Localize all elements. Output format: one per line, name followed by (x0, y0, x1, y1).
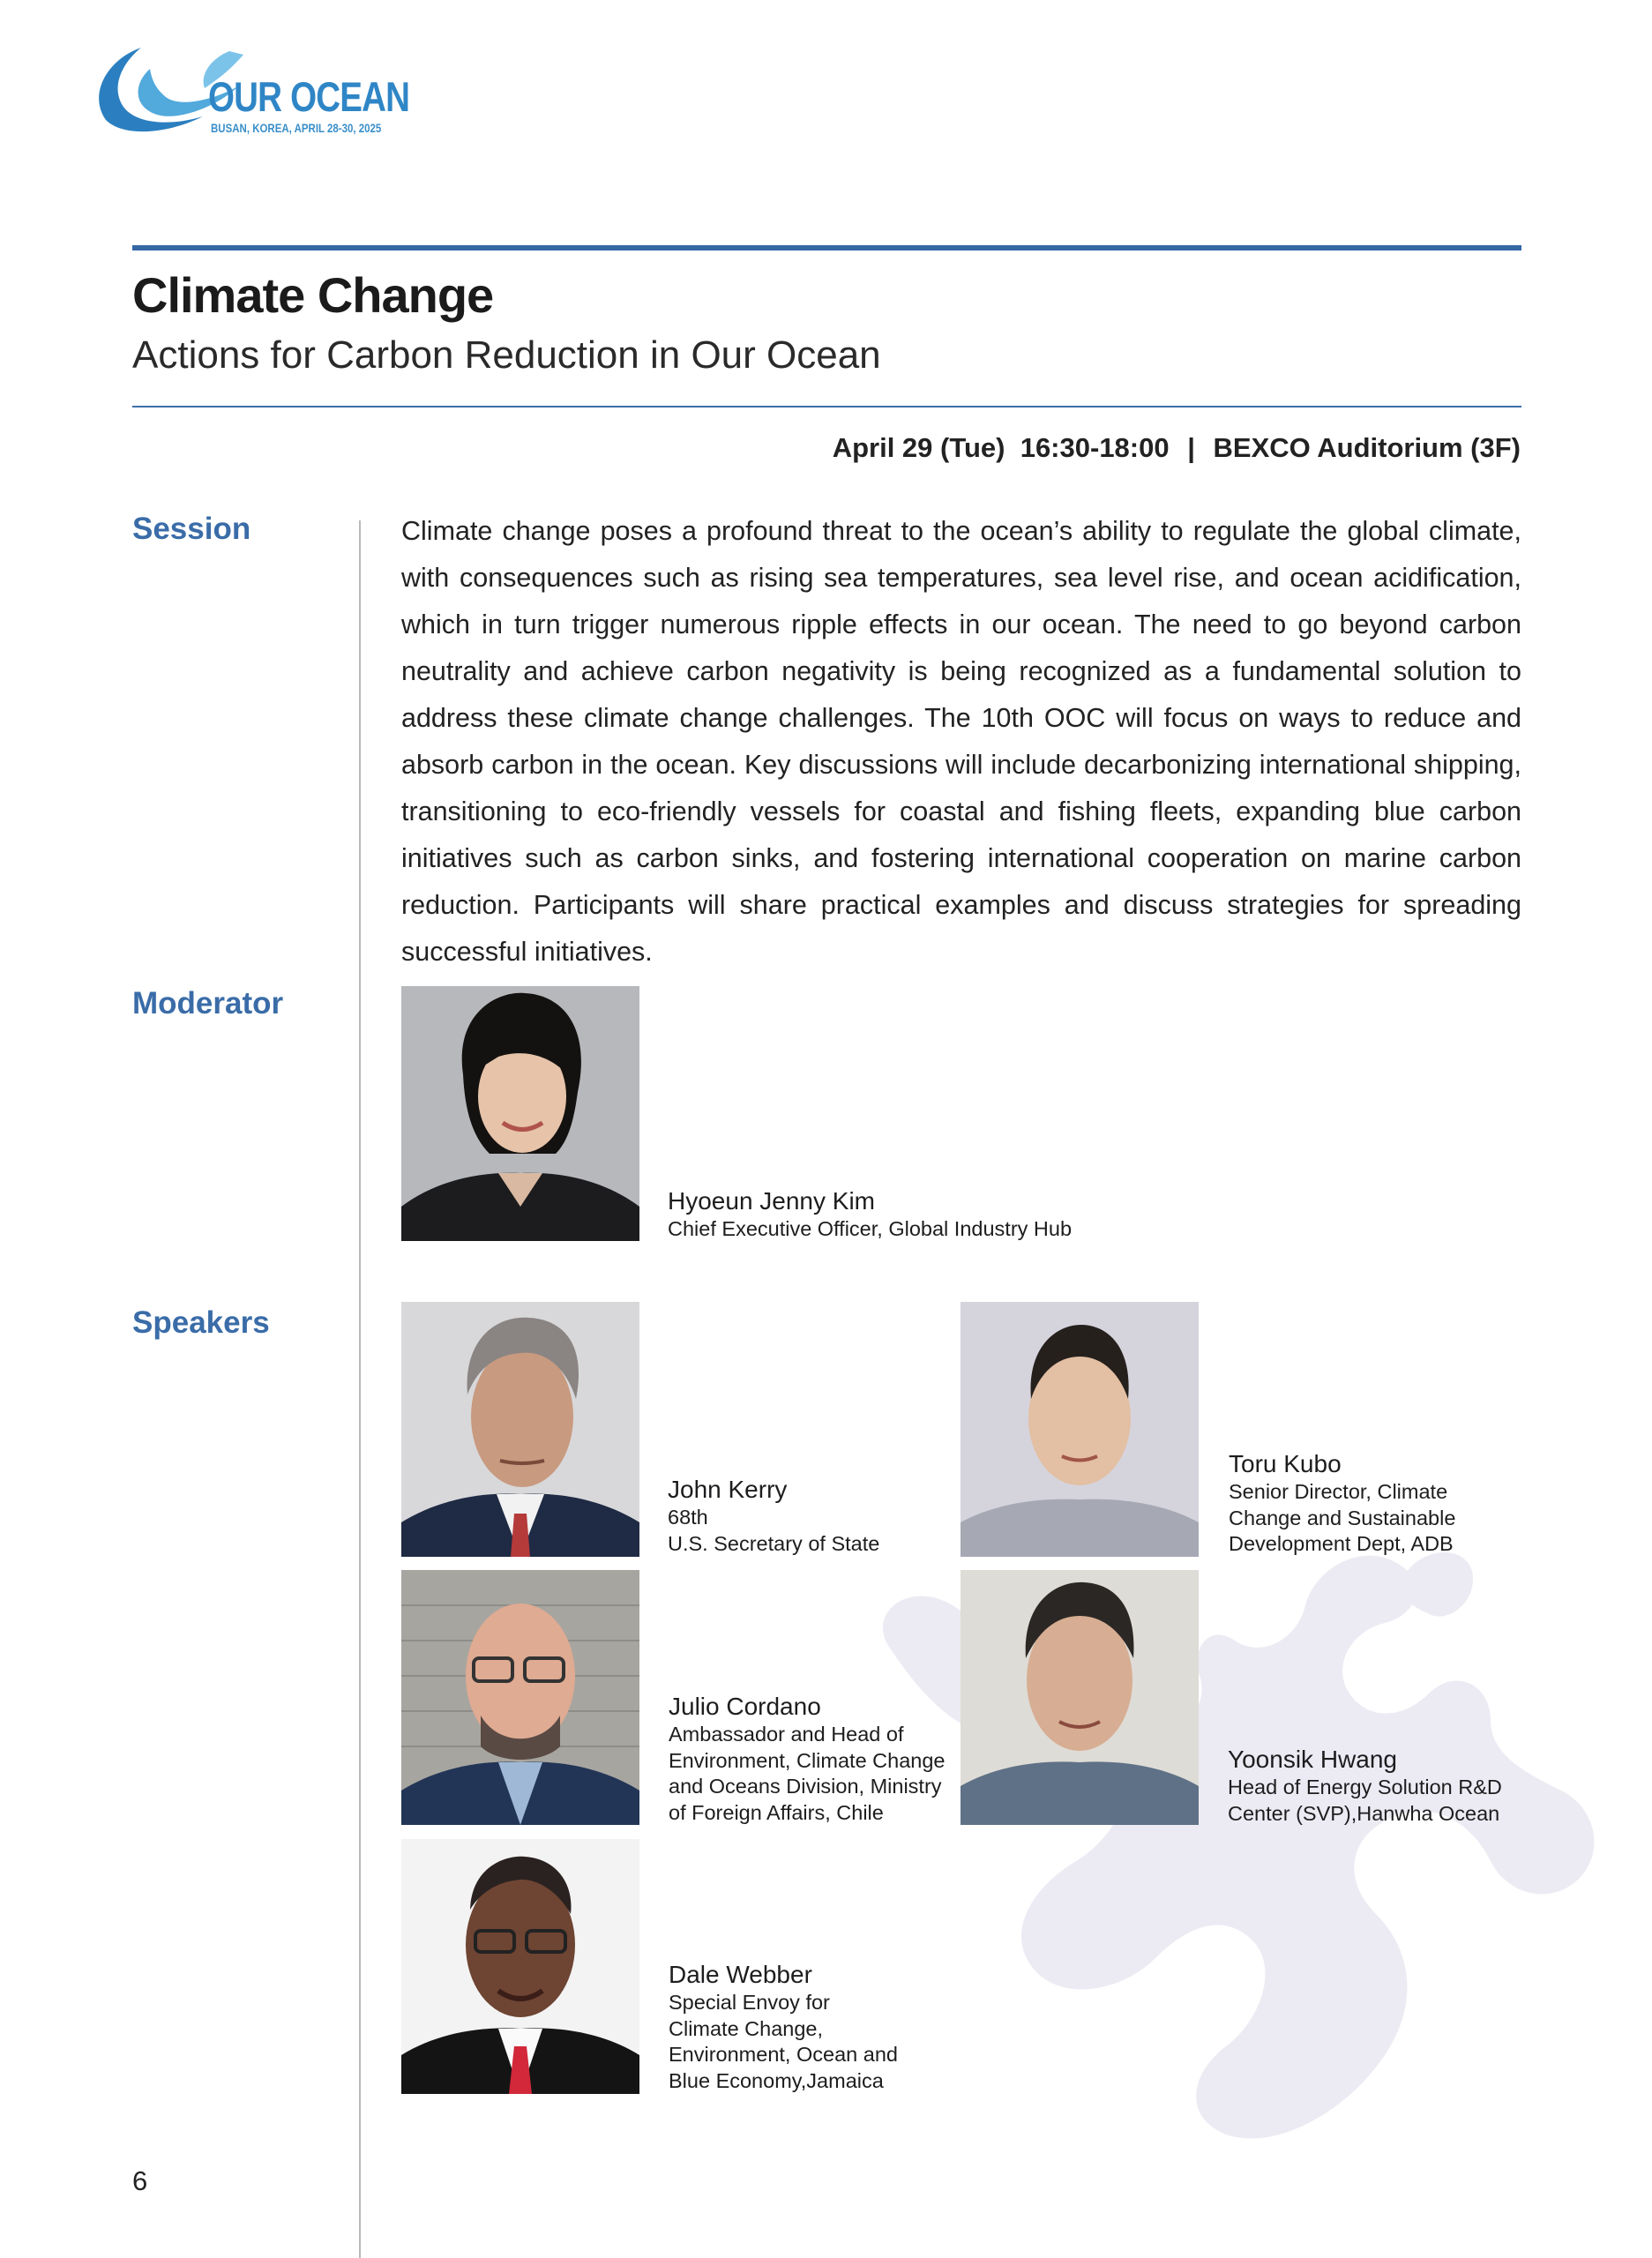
moderator-name: Hyoeun Jenny Kim (668, 1187, 876, 1215)
speaker-photo (401, 1570, 639, 1825)
speaker-info (1229, 1449, 1520, 1558)
speaker-photo (401, 1839, 639, 2094)
speaker-role-line: Development Dept, ADB (1229, 1532, 1454, 1555)
speaker-role-line: U.S. Secretary of State (668, 1531, 880, 1555)
speaker-role-line: Change and Sustainable (1229, 1506, 1456, 1529)
logo-event-dates: BUSAN, KOREA, APRIL 28-30, 2025 (211, 121, 382, 135)
column-divider (359, 520, 361, 2258)
speaker-name: Toru Kubo (1229, 1450, 1342, 1477)
speaker-role-line: Blue Economy,Jamaica (669, 2068, 884, 2092)
logo-wordmark: OUR OCEAN (208, 73, 410, 120)
page-number: 6 (132, 2165, 148, 2196)
speaker-role-line: Environment, Ocean and (669, 2043, 898, 2066)
schedule-venue: BEXCO Auditorium (3F) (1213, 432, 1521, 463)
speaker-name: Yoonsik Hwang (1228, 1746, 1397, 1773)
speaker-role-line: 68th (668, 1506, 708, 1529)
speaker-name: John Kerry (668, 1476, 788, 1503)
speaker-role-line: Special Envoy for (669, 1991, 830, 2014)
session-schedule (833, 432, 1521, 464)
speaker-role-line: Senior Director, Climate (1229, 1480, 1448, 1503)
speaker-info (668, 1475, 932, 1557)
schedule-date: April 29 (Tue) (832, 432, 1005, 463)
speaker-info (1228, 1745, 1519, 1827)
moderator-label: Moderator (132, 986, 284, 1021)
header-divider (132, 406, 1521, 407)
session-label: Session (132, 512, 251, 546)
speaker-role-line: Head of Energy Solution R&D (1228, 1776, 1502, 1798)
speaker-role-line: Center (SVP),Hanwha Ocean (1228, 1801, 1500, 1825)
speaker-name: Julio Cordano (669, 1693, 821, 1720)
speaker-role-line: Climate Change, (669, 2016, 824, 2040)
moderator-info (668, 1186, 1162, 1243)
speaker-role-line: Environment, Climate Change (669, 1748, 946, 1772)
speaker-name: Dale Webber (669, 1961, 812, 1988)
schedule-time: 16:30-18:00 (1020, 432, 1170, 463)
speaker-role-line: of Foreign Affairs, Chile (669, 1800, 884, 1824)
session-description: Climate change poses a profound threat to the ocean’s ability to regulate the global climate, with consequences such as rising sea temperatures, sea level rise, and ocean acidification, which in turn trigger numerous ripple effects in our ocean. The need to go beyond carbon neutrality and achieve carbon negativity is being recognized as a fundamental solution to address these climate change challenges. The 10th OOC will focus on ways to reduce and absorb carbon in the ocean. Key discussions will include decarbonizing international shipping, transitioning to eco-friendly vessels for coastal and fishing fleets, expanding blue carbon initiatives such as carbon sinks, and fostering international cooperation on marine carbon reduction. Participants will share practical examples and discuss strategies for spreading successful initiatives. (401, 516, 1521, 967)
moderator-photo (401, 986, 639, 1241)
page-subtitle: Actions for Carbon Reduction in Our Ocean (132, 333, 881, 377)
speaker-photo (401, 1302, 639, 1557)
speaker-role-line: Ambassador and Head of (669, 1723, 904, 1746)
speaker-photo (961, 1302, 1199, 1557)
speaker-info (669, 1960, 951, 2094)
header-top-rule (132, 245, 1521, 250)
speakers-label: Speakers (132, 1305, 270, 1340)
page-title: Climate Change (132, 267, 494, 323)
speaker-role-line: and Oceans Division, Ministry (669, 1775, 942, 1798)
speaker-photo (961, 1570, 1199, 1825)
schedule-separator: | (1187, 432, 1195, 463)
moderator-role: Chief Executive Officer, Global Industry Hub (668, 1217, 1073, 1240)
speaker-info (669, 1692, 951, 1826)
